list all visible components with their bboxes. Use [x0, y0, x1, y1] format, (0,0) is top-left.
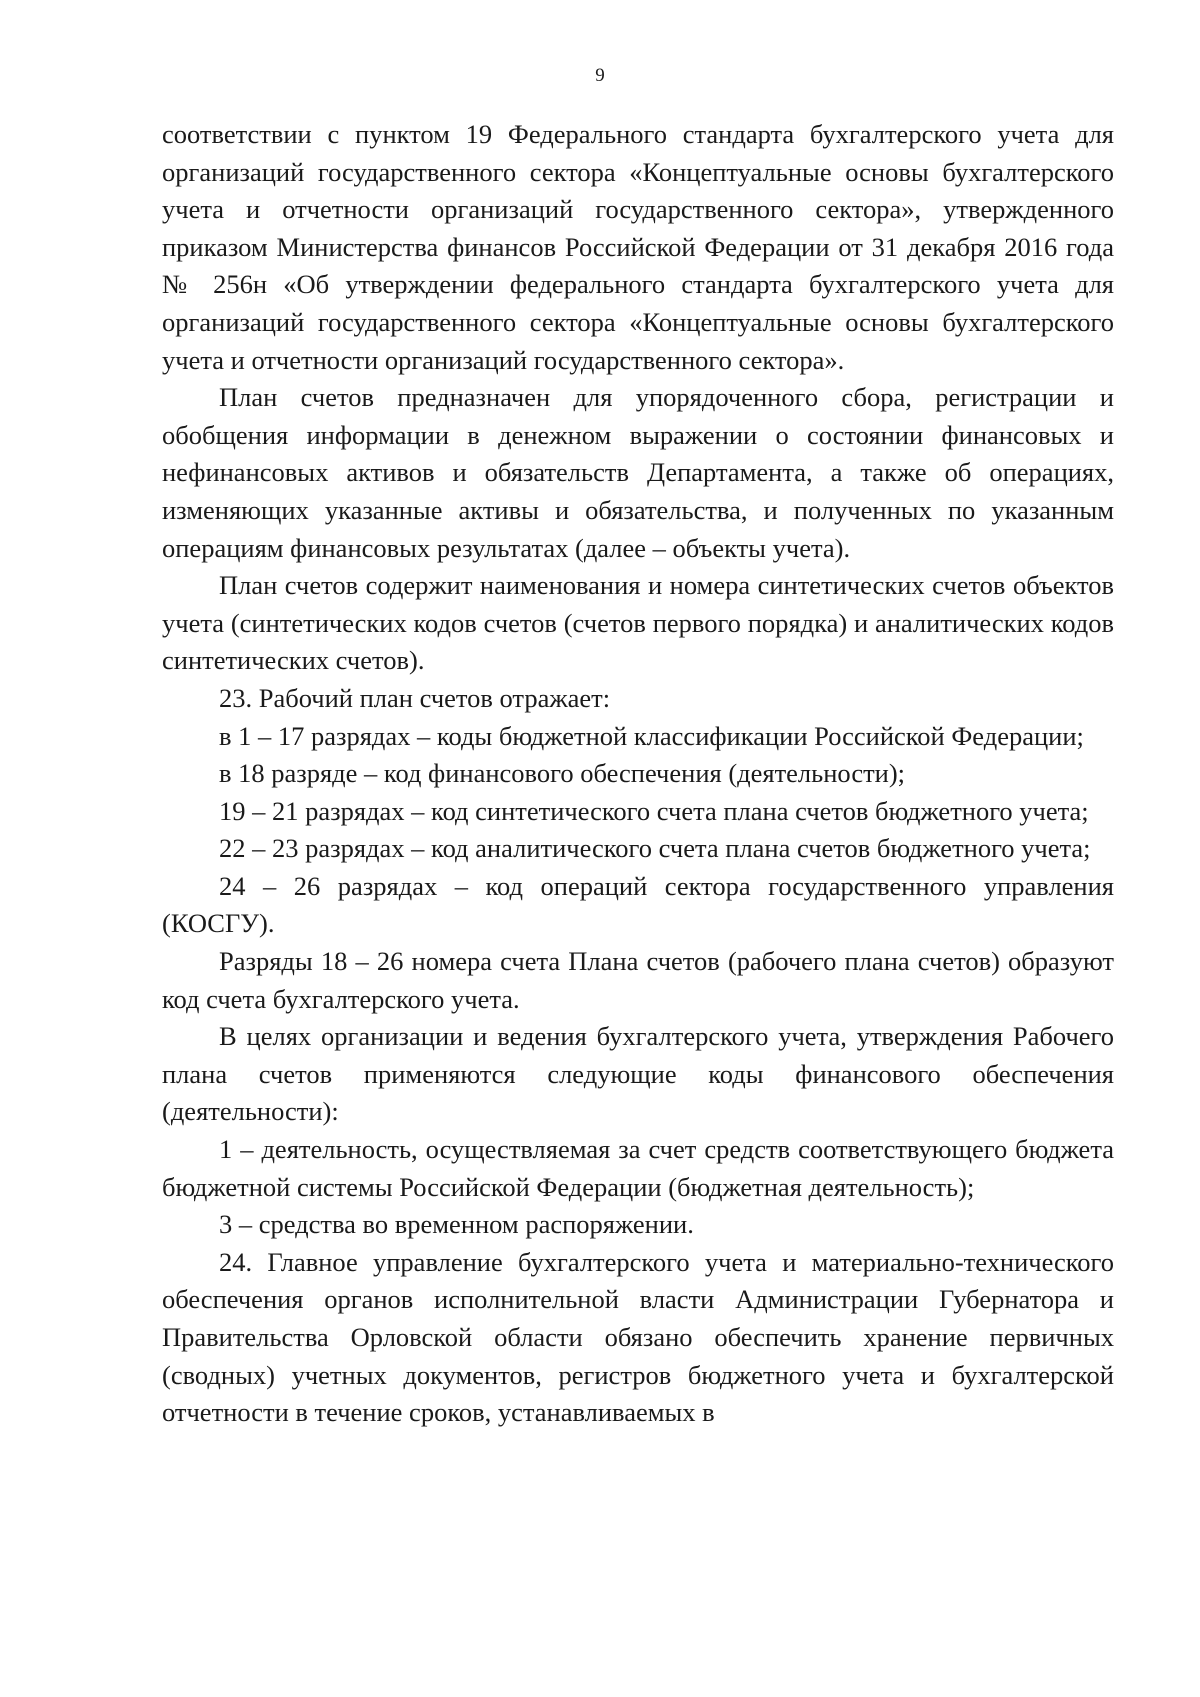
paragraph: 23. Рабочий план счетов отражает: — [219, 682, 611, 713]
paragraph: соответствии с пунктом 19 Федерального стандарта бухгалтерского учета для организаций государственного сектора «Концептуальные основы бухгалтерского учета и отчетности организаций государственного сектора», утвержденного приказом Министерства финансов Российской Федерации от 31 декабря 2016 года № 256н «Об утверждении федерального стандарта бухгалтерского учета для организаций государственного сектора «Концептуальные основы бухгалтерского учета и отчетности организаций государственного сектора». — [162, 119, 1114, 375]
paragraph: 22 – 23 разрядах – код аналитического счета плана счетов бюджетного учета; — [219, 833, 1091, 864]
paragraph: В целях организации и ведения бухгалтерского учета, утверждения Рабочего плана счетов применяются следующие коды финансового обеспечения (деятельности): — [162, 1021, 1114, 1127]
paragraph: в 1 – 17 разрядах – коды бюджетной классификации Российской Федерации; — [219, 720, 1084, 751]
paragraph: План счетов предназначен для упорядоченного сбора, регистрации и обобщения информации в денежном выражении о состоянии финансовых и нефинансовых активов и обязательств Департамента, а также об операциях, изменяющих указанные активы и обязательства, и полученных по указанным операциям финансовых результатах (далее – объекты учета). — [162, 382, 1114, 563]
paragraph: в 18 разряде – код финансового обеспечения (деятельности); — [219, 758, 906, 789]
document-body — [162, 116, 1114, 1432]
paragraph: Разряды 18 – 26 номера счета Плана счетов (рабочего плана счетов) образуют код счета бухгалтерского учета. — [162, 946, 1114, 1014]
page-number: 9 — [595, 65, 605, 86]
paragraph: 1 – деятельность, осуществляемая за счет средств соответствующего бюджета бюджетной системы Российской Федерации (бюджетная деятельность); — [162, 1134, 1114, 1202]
paragraph: 3 – средства во временном распоряжении. — [219, 1209, 694, 1240]
paragraph: 24. Главное управление бухгалтерского учета и материально-технического обеспечения органов исполнительной власти Администрации Губернатора и Правительства Орловской области обязано обеспечить хранение первичных (сводных) учетных документов, регистров бюджетного учета и бухгалтерской отчетности в течение сроков, устанавливаемых в — [162, 1246, 1114, 1428]
paragraph: План счетов содержит наименования и номера синтетических счетов объектов учета (синтетических кодов счетов (счетов первого порядка) и аналитических кодов синтетических счетов). — [162, 570, 1114, 676]
paragraph: 19 – 21 разрядах – код синтетического счета плана счетов бюджетного учета; — [219, 795, 1089, 826]
paragraph: 24 – 26 разрядах – код операций сектора государственного управления (КОСГУ). — [162, 870, 1114, 939]
